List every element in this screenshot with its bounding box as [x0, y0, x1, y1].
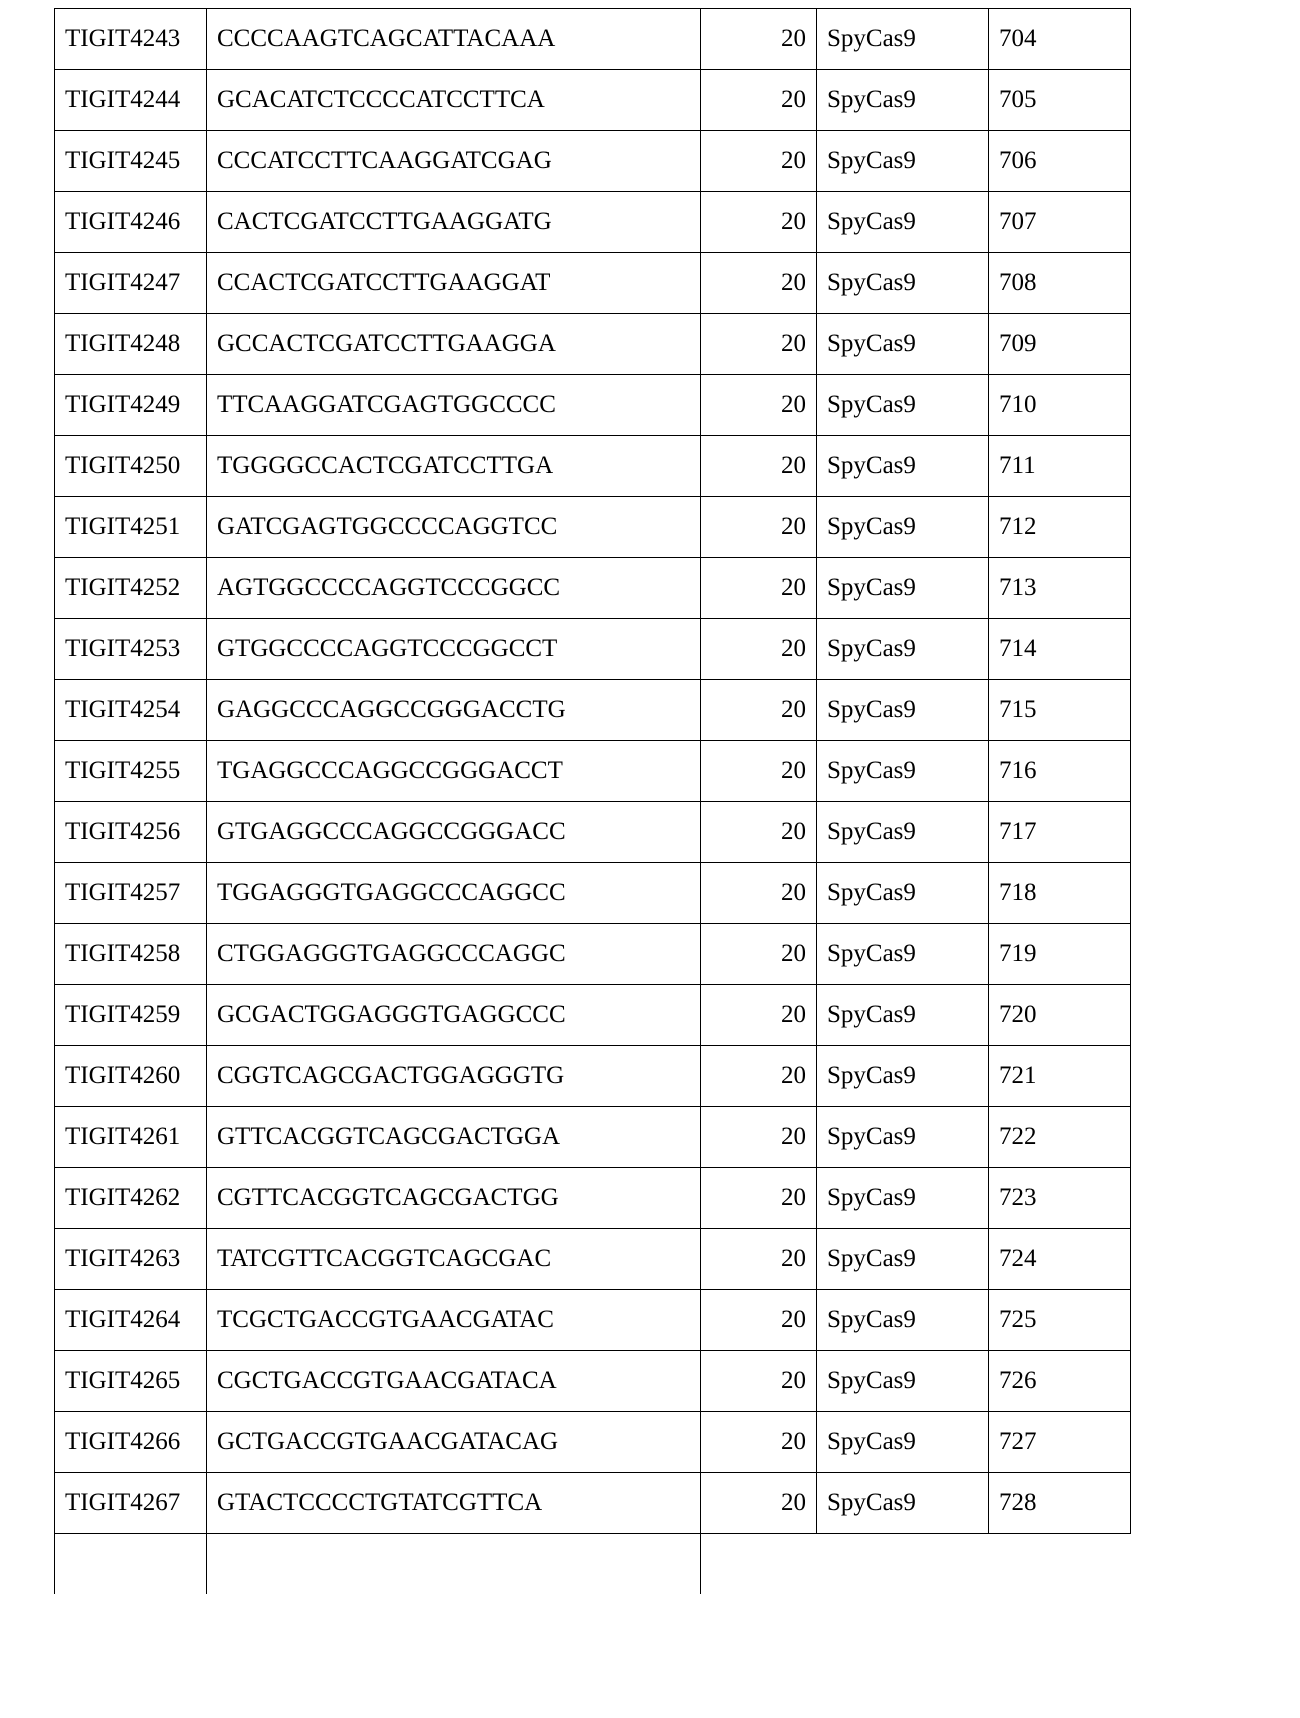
table-row — [55, 9, 1131, 70]
cell-sequence: GCTGACCGTGAACGATACAG — [207, 1412, 701, 1473]
cell-identifier: TIGIT4262 — [55, 1168, 207, 1229]
cell-sequence: GAGGCCCAGGCCGGGACCTG — [207, 680, 701, 741]
cell-sequence: CCCATCCTTCAAGGATCGAG — [207, 131, 701, 192]
cell-sequence: TATCGTTCACGGTCAGCGAC — [207, 1229, 701, 1290]
table-row — [55, 1168, 1131, 1229]
cell-seq-id-no: 721 — [989, 1046, 1131, 1107]
cell-nuclease: SpyCas9 — [817, 1046, 989, 1107]
cell-nuclease: SpyCas9 — [817, 9, 989, 70]
cell-seq-id-no: 716 — [989, 741, 1131, 802]
cell-length: 20 — [701, 253, 817, 314]
cell-identifier: TIGIT4243 — [55, 9, 207, 70]
cell-length: 20 — [701, 131, 817, 192]
cell-identifier: TIGIT4258 — [55, 924, 207, 985]
cell-length: 20 — [701, 619, 817, 680]
table-row — [55, 558, 1131, 619]
cell-identifier: TIGIT4256 — [55, 802, 207, 863]
cell-nuclease: SpyCas9 — [817, 985, 989, 1046]
cell-sequence: CCCCAAGTCAGCATTACAAA — [207, 9, 701, 70]
cell-length: 20 — [701, 9, 817, 70]
cell-nuclease: SpyCas9 — [817, 70, 989, 131]
table-row — [55, 253, 1131, 314]
cell-seq-id-no: 713 — [989, 558, 1131, 619]
cell-identifier: TIGIT4248 — [55, 314, 207, 375]
table-row — [55, 1290, 1131, 1351]
cell-length: 20 — [701, 1168, 817, 1229]
table-row — [55, 497, 1131, 558]
cell-nuclease: SpyCas9 — [817, 1412, 989, 1473]
cell-seq-id-no: 707 — [989, 192, 1131, 253]
cell-length: 20 — [701, 314, 817, 375]
cell-nuclease: SpyCas9 — [817, 1107, 989, 1168]
cell-seq-id-no: 715 — [989, 680, 1131, 741]
cell-length: 20 — [701, 1107, 817, 1168]
cell-identifier: TIGIT4257 — [55, 863, 207, 924]
cell-seq-id-no: 727 — [989, 1412, 1131, 1473]
cell-nuclease: SpyCas9 — [817, 741, 989, 802]
cell-nuclease: SpyCas9 — [817, 192, 989, 253]
cell-sequence: CGCTGACCGTGAACGATACA — [207, 1351, 701, 1412]
cell-empty — [701, 1534, 817, 1595]
cell-identifier: TIGIT4250 — [55, 436, 207, 497]
table-row — [55, 924, 1131, 985]
cell-length: 20 — [701, 1229, 817, 1290]
cell-seq-id-no: 722 — [989, 1107, 1131, 1168]
cell-seq-id-no: 710 — [989, 375, 1131, 436]
table-row — [55, 192, 1131, 253]
cell-nuclease: SpyCas9 — [817, 314, 989, 375]
cell-identifier: TIGIT4263 — [55, 1229, 207, 1290]
cell-nuclease: SpyCas9 — [817, 375, 989, 436]
cell-identifier: TIGIT4252 — [55, 558, 207, 619]
cell-length: 20 — [701, 863, 817, 924]
cell-length: 20 — [701, 985, 817, 1046]
cell-nuclease: SpyCas9 — [817, 253, 989, 314]
cell-length: 20 — [701, 1412, 817, 1473]
cell-length: 20 — [701, 1290, 817, 1351]
cell-length: 20 — [701, 192, 817, 253]
cell-identifier: TIGIT4259 — [55, 985, 207, 1046]
cell-sequence: TGAGGCCCAGGCCGGGACCT — [207, 741, 701, 802]
cell-nuclease: SpyCas9 — [817, 1168, 989, 1229]
cell-sequence: GATCGAGTGGCCCCAGGTCC — [207, 497, 701, 558]
table-row — [55, 802, 1131, 863]
cell-seq-id-no: 728 — [989, 1473, 1131, 1534]
cell-identifier: TIGIT4265 — [55, 1351, 207, 1412]
table-row — [55, 1229, 1131, 1290]
cell-nuclease: SpyCas9 — [817, 863, 989, 924]
cell-identifier: TIGIT4260 — [55, 1046, 207, 1107]
cell-identifier: TIGIT4264 — [55, 1290, 207, 1351]
cell-seq-id-no: 714 — [989, 619, 1131, 680]
cell-seq-id-no: 705 — [989, 70, 1131, 131]
cell-sequence: GTGAGGCCCAGGCCGGGACC — [207, 802, 701, 863]
cell-nuclease: SpyCas9 — [817, 131, 989, 192]
cell-nuclease: SpyCas9 — [817, 1473, 989, 1534]
cell-nuclease: SpyCas9 — [817, 924, 989, 985]
cell-sequence: CACTCGATCCTTGAAGGATG — [207, 192, 701, 253]
cell-sequence: AGTGGCCCCAGGTCCCGGCC — [207, 558, 701, 619]
cell-seq-id-no: 704 — [989, 9, 1131, 70]
cell-sequence: GTGGCCCCAGGTCCCGGCCT — [207, 619, 701, 680]
cell-nuclease: SpyCas9 — [817, 619, 989, 680]
cell-nuclease: SpyCas9 — [817, 1351, 989, 1412]
cell-seq-id-no: 719 — [989, 924, 1131, 985]
cell-seq-id-no: 725 — [989, 1290, 1131, 1351]
sequence-table-body — [55, 9, 1131, 1595]
cell-length: 20 — [701, 1473, 817, 1534]
cell-nuclease: SpyCas9 — [817, 1290, 989, 1351]
table-row — [55, 1412, 1131, 1473]
cell-sequence: CGTTCACGGTCAGCGACTGG — [207, 1168, 701, 1229]
cell-empty — [55, 1534, 207, 1595]
cell-identifier: TIGIT4267 — [55, 1473, 207, 1534]
table-row — [55, 619, 1131, 680]
cell-nuclease: SpyCas9 — [817, 497, 989, 558]
cell-empty — [989, 1534, 1131, 1595]
cell-length: 20 — [701, 1046, 817, 1107]
table-row — [55, 1107, 1131, 1168]
cell-length: 20 — [701, 558, 817, 619]
table-row-continuation — [55, 1534, 1131, 1595]
cell-identifier: TIGIT4253 — [55, 619, 207, 680]
cell-identifier: TIGIT4255 — [55, 741, 207, 802]
cell-seq-id-no: 712 — [989, 497, 1131, 558]
cell-identifier: TIGIT4247 — [55, 253, 207, 314]
cell-empty — [817, 1534, 989, 1595]
cell-length: 20 — [701, 375, 817, 436]
cell-identifier: TIGIT4266 — [55, 1412, 207, 1473]
cell-identifier: TIGIT4261 — [55, 1107, 207, 1168]
cell-sequence: GTACTCCCCTGTATCGTTCA — [207, 1473, 701, 1534]
table-row — [55, 70, 1131, 131]
cell-seq-id-no: 709 — [989, 314, 1131, 375]
cell-seq-id-no: 708 — [989, 253, 1131, 314]
cell-nuclease: SpyCas9 — [817, 558, 989, 619]
cell-sequence: TGGGGCCACTCGATCCTTGA — [207, 436, 701, 497]
cell-identifier: TIGIT4254 — [55, 680, 207, 741]
cell-sequence: CCACTCGATCCTTGAAGGAT — [207, 253, 701, 314]
cell-sequence: GCCACTCGATCCTTGAAGGA — [207, 314, 701, 375]
cell-identifier: TIGIT4244 — [55, 70, 207, 131]
cell-sequence: GCACATCTCCCCATCCTTCA — [207, 70, 701, 131]
table-row — [55, 375, 1131, 436]
cell-nuclease: SpyCas9 — [817, 436, 989, 497]
sequence-table — [54, 8, 1131, 1594]
cell-seq-id-no: 717 — [989, 802, 1131, 863]
cell-seq-id-no: 724 — [989, 1229, 1131, 1290]
cell-length: 20 — [701, 802, 817, 863]
table-row — [55, 436, 1131, 497]
cell-seq-id-no: 706 — [989, 131, 1131, 192]
table-row — [55, 314, 1131, 375]
cell-seq-id-no: 720 — [989, 985, 1131, 1046]
cell-length: 20 — [701, 924, 817, 985]
table-row — [55, 863, 1131, 924]
cell-nuclease: SpyCas9 — [817, 802, 989, 863]
table-row — [55, 741, 1131, 802]
cell-sequence: TTCAAGGATCGAGTGGCCCC — [207, 375, 701, 436]
table-row — [55, 1351, 1131, 1412]
table-row — [55, 1473, 1131, 1534]
cell-length: 20 — [701, 436, 817, 497]
cell-sequence: CGGTCAGCGACTGGAGGGTG — [207, 1046, 701, 1107]
cell-identifier: TIGIT4249 — [55, 375, 207, 436]
cell-identifier: TIGIT4245 — [55, 131, 207, 192]
cell-seq-id-no: 718 — [989, 863, 1131, 924]
cell-seq-id-no: 726 — [989, 1351, 1131, 1412]
table-row — [55, 680, 1131, 741]
cell-sequence: TCGCTGACCGTGAACGATAC — [207, 1290, 701, 1351]
cell-seq-id-no: 711 — [989, 436, 1131, 497]
cell-identifier: TIGIT4251 — [55, 497, 207, 558]
table-row — [55, 1046, 1131, 1107]
table-row — [55, 985, 1131, 1046]
cell-length: 20 — [701, 741, 817, 802]
cell-length: 20 — [701, 497, 817, 558]
cell-length: 20 — [701, 680, 817, 741]
cell-sequence: GCGACTGGAGGGTGAGGCCC — [207, 985, 701, 1046]
cell-length: 20 — [701, 1351, 817, 1412]
table-row — [55, 131, 1131, 192]
cell-identifier: TIGIT4246 — [55, 192, 207, 253]
cell-sequence: CTGGAGGGTGAGGCCCAGGC — [207, 924, 701, 985]
cell-nuclease: SpyCas9 — [817, 680, 989, 741]
cell-sequence: GTTCACGGTCAGCGACTGGA — [207, 1107, 701, 1168]
cell-empty — [207, 1534, 701, 1595]
cell-nuclease: SpyCas9 — [817, 1229, 989, 1290]
cell-seq-id-no: 723 — [989, 1168, 1131, 1229]
cell-length: 20 — [701, 70, 817, 131]
cell-sequence: TGGAGGGTGAGGCCCAGGCC — [207, 863, 701, 924]
